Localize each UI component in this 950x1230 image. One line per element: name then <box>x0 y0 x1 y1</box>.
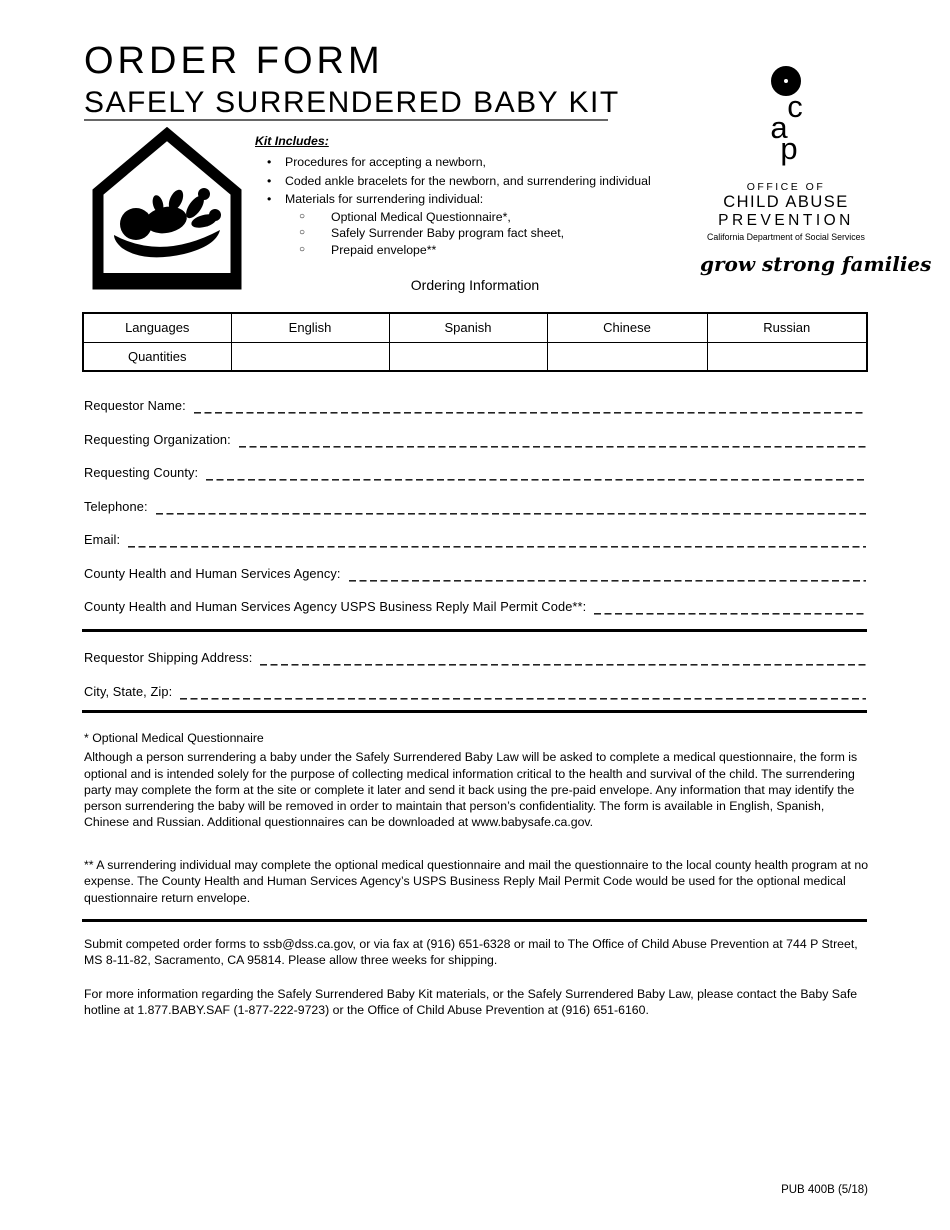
kit-subitem-label: Prepaid envelope** <box>331 242 437 257</box>
footnote-title: * Optional Medical Questionnaire <box>84 731 264 745</box>
requestor-name-label: Requestor Name: <box>84 398 186 413</box>
quantities-row <box>83 342 867 371</box>
more-info-paragraph: For more information regarding the Safely Surrendered Baby Kit materials, or the Safely Surrendered Baby Law, please contact the Baby Safe hotline at 1.877.BABY.SAF (1-877-222-9723) or the Office of Child Abuse Prevention at (916) 651-6160. <box>84 987 858 1018</box>
ocap-child-abuse: CHILD ABUSE <box>723 193 849 211</box>
quantity-cell-russian[interactable] <box>707 342 867 371</box>
section-divider <box>82 710 867 713</box>
chinese-header-cell: Chinese <box>547 313 707 342</box>
languages-quantities-table <box>82 312 868 372</box>
requesting-organization-line[interactable] <box>239 434 866 448</box>
shipping-fields-section <box>84 646 866 713</box>
requestor-name-line[interactable] <box>194 400 866 414</box>
english-header-cell: English <box>231 313 389 342</box>
section-divider <box>82 919 867 922</box>
kit-item <box>255 172 725 191</box>
field-row <box>84 461 866 481</box>
quantity-cell-english[interactable] <box>231 342 389 371</box>
requesting-organization-label: Requesting Organization: <box>84 431 231 447</box>
bullet-icon: • <box>267 155 272 169</box>
kit-subitem <box>255 209 725 226</box>
field-row <box>84 528 866 548</box>
ocap-department-line: California Department of Social Services <box>707 232 865 242</box>
ordering-information-heading: Ordering Information <box>410 277 540 293</box>
table-header-row <box>83 313 867 342</box>
bullet-icon: • <box>267 173 272 188</box>
requesting-county-line[interactable] <box>206 467 866 481</box>
telephone-label: Telephone: <box>84 498 148 514</box>
field-row <box>84 595 866 615</box>
circle-bullet-icon: ○ <box>299 210 306 222</box>
field-row <box>84 428 866 448</box>
ocap-prevention: PREVENTION <box>718 212 854 229</box>
footnote-body: Although a person surrendering a baby under the Safely Surrendered Baby Law will be asked to complete a medical questionnaire, the form is optional and is intended solely for the purpose of collecting medical information critical to the health and survival of the child. The surrendering party may complete the form at the site or complete it later and send it back using the pre-paid envelope. Any information that may identify the person surrendering the baby will be removed in order to maintain that person’s confidentiality. The form is available in English, Spanish, Chinese and Russian. Additional questionnaires can be downloaded at www.babysafe.ca.gov. <box>84 750 858 830</box>
kit-includes-heading: Kit Includes: <box>255 134 329 148</box>
circle-bullet-icon: ○ <box>299 243 306 255</box>
kit-subitem <box>255 242 725 259</box>
permit-code-label: County Health and Human Services Agency USPS Business Reply Mail Permit Code**: <box>84 599 587 614</box>
quantities-label-cell: Quantities <box>83 342 231 371</box>
requestor-fields-section <box>84 394 866 629</box>
footnote-body: ** A surrendering individual may complete the optional medical questionnaire and mail the questionnaire to the local county health program at no expense. The County Health and Human Services Agency’s USPS Business Reply Mail Permit Code would be used for the optional medical questionnaire return envelope. <box>84 858 869 905</box>
kit-item <box>255 190 725 209</box>
kit-item-label: Materials for surrendering individual: <box>285 192 484 207</box>
county-agency-line[interactable] <box>349 568 866 582</box>
quantity-cell-spanish[interactable] <box>389 342 547 371</box>
requesting-county-label: Requesting County: <box>84 465 199 480</box>
ocap-letter-p: p <box>780 131 798 166</box>
page-subtitle: SAFELY SURRENDERED BABY KIT <box>84 86 620 119</box>
kit-item-label: Procedures for accepting a newborn, <box>285 155 486 169</box>
permit-code-footnote <box>84 857 870 906</box>
spanish-header-cell: Spanish <box>389 313 547 342</box>
circle-bullet-icon: ○ <box>299 227 306 239</box>
city-state-zip-line[interactable] <box>180 686 866 700</box>
page-title: ORDER FORM <box>84 40 384 82</box>
telephone-line[interactable] <box>156 501 866 515</box>
city-state-zip-label: City, State, Zip: <box>84 683 173 699</box>
baby-in-hand-house-icon <box>92 127 242 296</box>
kit-subitem-label: Safely Surrender Baby program fact sheet, <box>331 226 565 241</box>
ocap-letter-c: c <box>787 89 803 124</box>
ocap-office-of: OFFICE OF <box>746 181 826 193</box>
publication-number: PUB 400B (5/18) <box>781 1184 868 1196</box>
optional-questionnaire-footnote <box>84 730 870 831</box>
email-label: Email: <box>84 532 121 547</box>
ocap-logo <box>700 66 932 276</box>
languages-header-cell: Languages <box>83 313 231 342</box>
kit-item <box>255 153 725 172</box>
quantity-cell-chinese[interactable] <box>547 342 707 371</box>
subtitle-underline <box>84 119 608 121</box>
bullet-icon: • <box>267 192 272 207</box>
shipping-address-label: Requestor Shipping Address: <box>84 650 253 665</box>
kit-includes-section <box>255 134 725 259</box>
county-agency-label: County Health and Human Services Agency: <box>84 565 341 581</box>
kit-subitem-label: Optional Medical Questionnaire*, <box>331 209 511 224</box>
submit-instructions: Submit competed order forms to ssb@dss.ca.gov, or via fax at (916) 651-6328 or mail to The Office of Child Abuse Prevention at 744 P Street, MS 8-11-82, Sacramento, CA 95814. Please allow three weeks for shipping. <box>84 937 858 968</box>
kit-item-label: Coded ankle bracelets for the newborn, and surrendering individual <box>285 173 651 188</box>
ocap-tagline: grow strong families <box>700 252 932 276</box>
email-line[interactable] <box>128 534 866 548</box>
russian-header-cell: Russian <box>707 313 867 342</box>
field-row <box>84 680 866 700</box>
field-row <box>84 562 866 582</box>
section-divider <box>82 629 867 632</box>
permit-code-line[interactable] <box>594 601 866 615</box>
field-row <box>84 394 866 414</box>
shipping-address-line[interactable] <box>260 652 866 666</box>
kit-subitem <box>255 225 725 242</box>
field-row <box>84 646 866 666</box>
ocap-letter-a: a <box>770 110 788 145</box>
field-row <box>84 495 866 515</box>
